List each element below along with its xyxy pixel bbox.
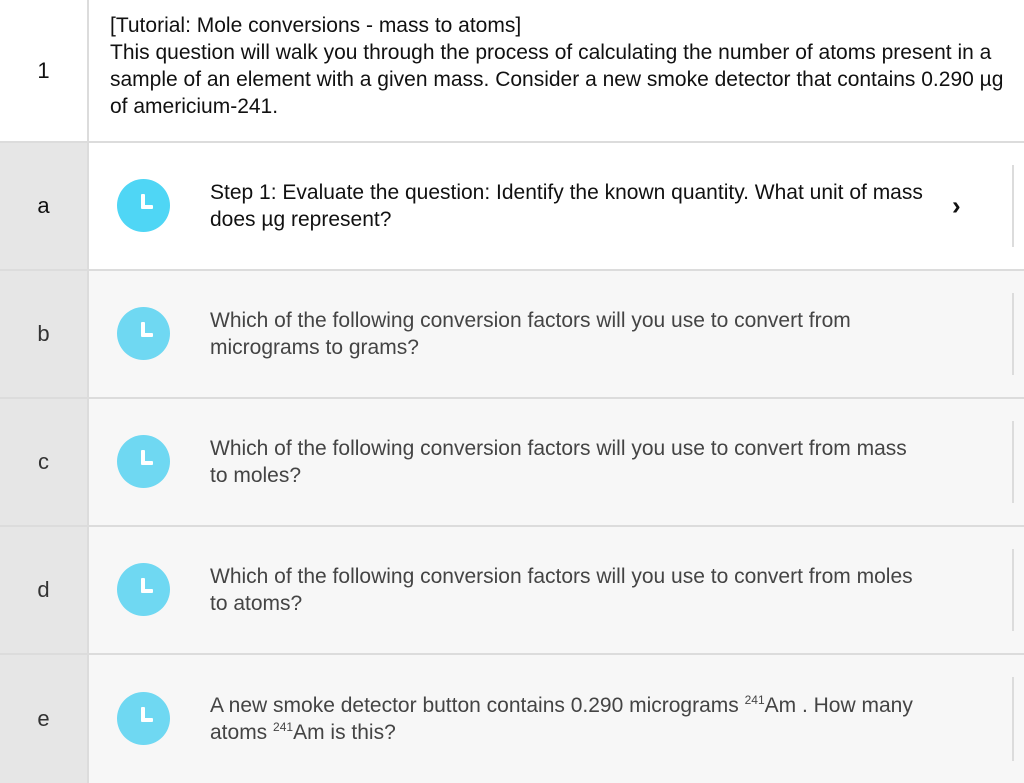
question-body: This question will walk you through the process of calculating the number of atoms present in a sample of an element with a given mass. Consider a new smoke detector that contains 0.290 µg of americium-241. <box>110 41 1004 118</box>
step-text: Which of the following conversion factors will you use to convert from micrograms to grams? <box>210 309 851 359</box>
clock-icon <box>117 179 170 232</box>
question-number: 1 <box>0 0 89 141</box>
step-text: Which of the following conversion factors will you use to convert from moles to atoms? <box>210 565 913 615</box>
divider <box>1012 165 1014 247</box>
step-text: Which of the following conversion factors will you use to convert from mass to moles? <box>210 437 907 487</box>
divider <box>1012 421 1014 503</box>
divider <box>1012 677 1014 761</box>
divider <box>1012 293 1014 375</box>
step-text: Step 1: Evaluate the question: Identify the known quantity. What unit of mass does µg represent? <box>210 181 923 231</box>
question-title: [Tutorial: Mole conversions - mass to atoms] <box>110 14 522 37</box>
step-b[interactable] <box>0 271 1024 399</box>
step-e[interactable] <box>0 655 1024 783</box>
divider <box>1012 549 1014 631</box>
question-header <box>0 0 1024 143</box>
step-a[interactable] <box>0 143 1024 271</box>
step-letter: b <box>0 271 89 397</box>
chevron-right-icon[interactable]: › <box>952 190 961 221</box>
clock-icon <box>117 692 170 745</box>
clock-icon <box>117 307 170 360</box>
step-d[interactable] <box>0 527 1024 655</box>
clock-icon <box>117 435 170 488</box>
isotope-mass-number: 241 <box>744 693 765 707</box>
step-letter: d <box>0 527 89 653</box>
step-letter: c <box>0 399 89 525</box>
step-letter: a <box>0 143 89 269</box>
question-content <box>89 0 1024 141</box>
isotope-mass-number: 241 <box>273 720 294 734</box>
clock-icon <box>117 563 170 616</box>
step-text: A new smoke detector button contains 0.290 micrograms $^{241}$Am . How many atoms $^{241}$Am is this? <box>210 693 913 744</box>
step-letter: e <box>0 655 89 783</box>
step-c[interactable] <box>0 399 1024 527</box>
